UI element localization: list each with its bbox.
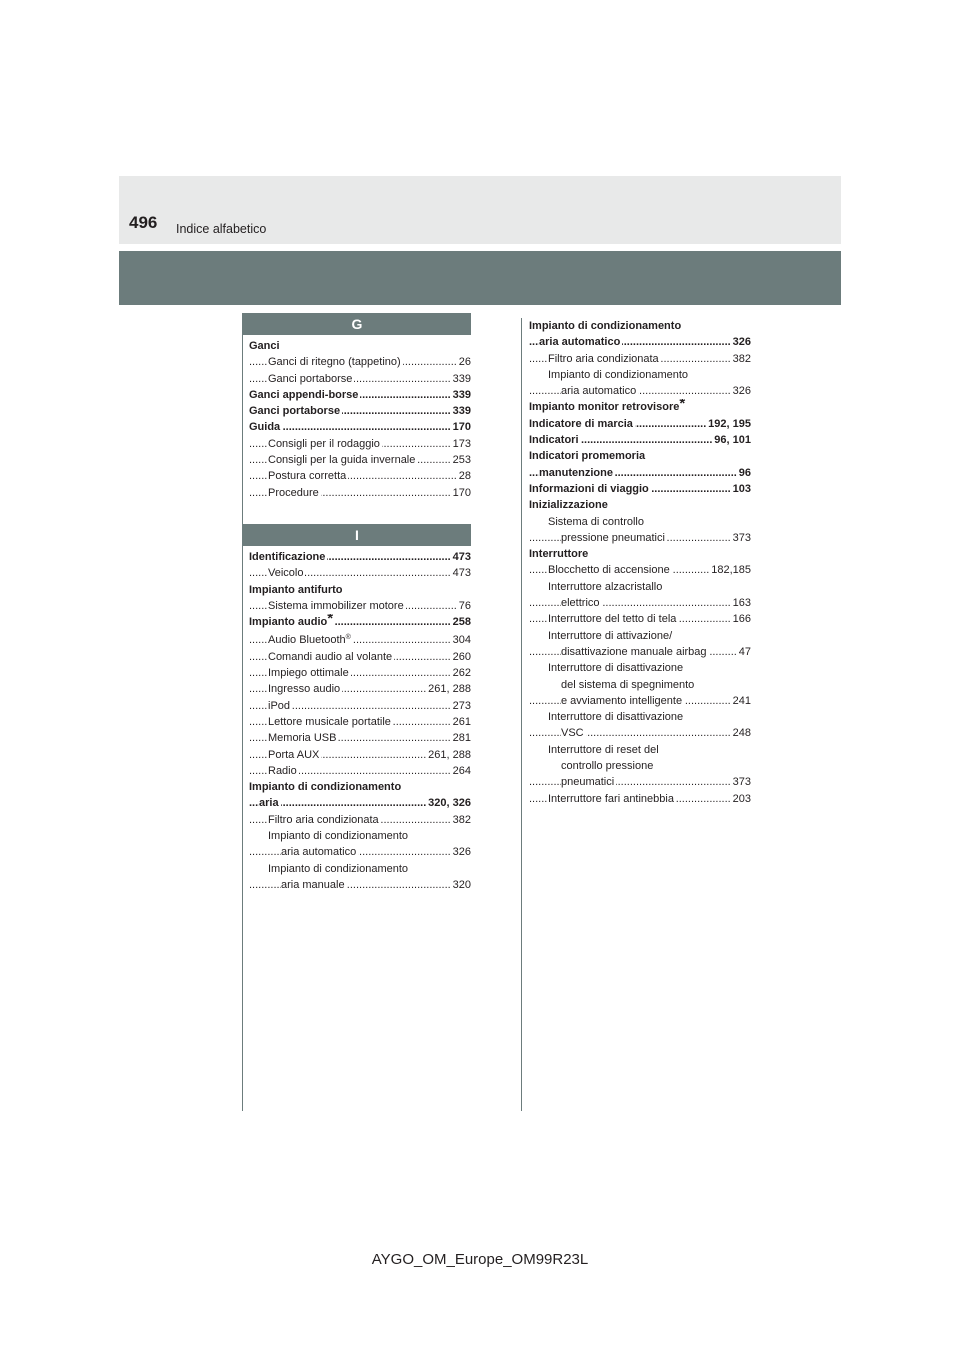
index-entry: Inizializzazione bbox=[529, 499, 608, 512]
index-entry: Comandi audio al volante 260 ..... bbox=[249, 649, 471, 665]
index-entry: Identificazione 473 ..... bbox=[249, 549, 471, 565]
index-entry: Porta AUX 261, 288 ..... bbox=[249, 747, 471, 763]
index-entry-continued: pneumatici 373 ..... bbox=[529, 774, 751, 790]
page-number: 496 bbox=[129, 213, 158, 232]
index-entry: Postura corretta 28 ..... bbox=[249, 468, 471, 484]
index-entry: Ganci appendi-borse 339 ..... bbox=[249, 387, 471, 403]
left-column-g bbox=[249, 338, 471, 501]
index-entry-continued: aria automatico 326 ..... bbox=[249, 844, 471, 860]
index-entry-continued: manutenzione 96 ..... bbox=[529, 465, 751, 481]
index-entry: Interruttore di disattivazione bbox=[548, 662, 684, 675]
index-entry: Sistema di controllo bbox=[548, 515, 644, 528]
footer-document-code: AYGO_OM_Europe_OM99R23L bbox=[371, 1251, 589, 1268]
letter-heading-i: I bbox=[243, 524, 471, 546]
section-title: Indice alfabetico bbox=[176, 222, 267, 236]
index-entry: Interruttore bbox=[529, 548, 589, 561]
index-entry: Audio Bluetooth® 304 ..... bbox=[249, 630, 471, 648]
index-entry: Impianto audio* 258 ..... bbox=[249, 614, 471, 630]
index-entry: Ganci di ritegno (tappetino) 26 ..... bbox=[249, 354, 471, 370]
index-entry: Procedure 170 ..... bbox=[249, 485, 471, 501]
index-entry: Filtro aria condizionata 382 ..... bbox=[249, 812, 471, 828]
index-entry: Impianto monitor retrovisore* bbox=[529, 399, 751, 415]
index-entry-continued: aria manuale 320 ..... bbox=[249, 877, 471, 893]
index-entry-continued: e avviamento intelligente 241 ..... bbox=[529, 693, 751, 709]
index-entry: Consigli per la guida invernale 253 ..... bbox=[249, 452, 471, 468]
index-entry-continued: elettrico 163 ..... bbox=[529, 595, 751, 611]
registered-mark: ® bbox=[345, 634, 351, 642]
index-entry-continued: aria automatico 326 ..... bbox=[529, 383, 751, 399]
index-entry: Indicatori promemoria bbox=[529, 450, 646, 463]
index-entry-continued: disattivazione manuale airbag 47 ..... bbox=[529, 644, 751, 660]
index-entry-continued: VSC 248 ..... bbox=[529, 725, 751, 741]
index-entry: Impianto di condizionamento bbox=[268, 830, 409, 843]
index-entry: Interruttore di reset del bbox=[548, 743, 659, 756]
index-entry: Veicolo 473 ..... bbox=[249, 565, 471, 581]
index-entry: Consigli per il rodaggio 173 ..... bbox=[249, 436, 471, 452]
index-entry: Impiego ottimale 262 ..... bbox=[249, 665, 471, 681]
index-entry-continued: del sistema di spegnimento bbox=[561, 678, 695, 691]
left-column-i bbox=[249, 549, 471, 893]
index-entry-continued: aria automatico 326 ..... bbox=[529, 334, 751, 350]
index-entry: Interruttore del tetto di tela 166 ..... bbox=[529, 611, 751, 627]
index-entry: Guida 170 ..... bbox=[249, 419, 471, 435]
left-divider-line bbox=[242, 313, 243, 1111]
index-entry: Ganci portaborse 339 ..... bbox=[249, 371, 471, 387]
index-entry: Sistema immobilizer motore 76 ..... bbox=[249, 598, 471, 614]
index-entry: Radio 264 ..... bbox=[249, 763, 471, 779]
index-entry: Interruttore di attivazione/ bbox=[548, 629, 673, 642]
index-entry: Impianto di condizionamento bbox=[529, 320, 682, 332]
index-entry: Indicatori 96, 101 ..... bbox=[529, 432, 751, 448]
index-entry: Impianto antifurto bbox=[249, 583, 343, 596]
index-entry: Ganci portaborse 339 ..... bbox=[249, 403, 471, 419]
index-entry: Impianto di condizionamento bbox=[268, 862, 409, 875]
index-entry: Informazioni di viaggio 103 ..... bbox=[529, 481, 751, 497]
header-dark-band bbox=[119, 251, 841, 305]
index-entry: Filtro aria condizionata 382 ..... bbox=[529, 351, 751, 367]
index-entry: Impianto di condizionamento bbox=[548, 368, 689, 381]
asterisk-mark: * bbox=[679, 399, 686, 413]
index-entry: Ganci bbox=[249, 340, 280, 352]
right-column bbox=[529, 318, 751, 807]
center-divider-line bbox=[521, 318, 522, 1111]
index-entry: Interruttore alzacristallo bbox=[548, 580, 663, 593]
asterisk-mark: * bbox=[327, 614, 334, 628]
index-entry: Lettore musicale portatile 261 ..... bbox=[249, 714, 471, 730]
index-entry: Impianto di condizionamento bbox=[249, 781, 402, 794]
index-entry: Interruttore fari antinebbia 203 ..... bbox=[529, 791, 751, 807]
index-entry-continued: controllo pressione bbox=[561, 760, 654, 773]
index-entry-continued: pressione pneumatici 373 ..... bbox=[529, 530, 751, 546]
index-entry: Ingresso audio 261, 288 ..... bbox=[249, 681, 471, 697]
index-entry: Interruttore di disattivazione bbox=[548, 711, 684, 724]
index-entry-continued: aria 320, 326 ..... bbox=[249, 795, 471, 811]
index-entry: Indicatore di marcia 192, 195 ..... bbox=[529, 416, 751, 432]
index-entry: iPod 273 ..... bbox=[249, 698, 471, 714]
index-entry: Blocchetto di accensione 182,185 ..... bbox=[529, 562, 751, 578]
letter-heading-g: G bbox=[243, 313, 471, 335]
index-entry: Memoria USB 281 ..... bbox=[249, 730, 471, 746]
